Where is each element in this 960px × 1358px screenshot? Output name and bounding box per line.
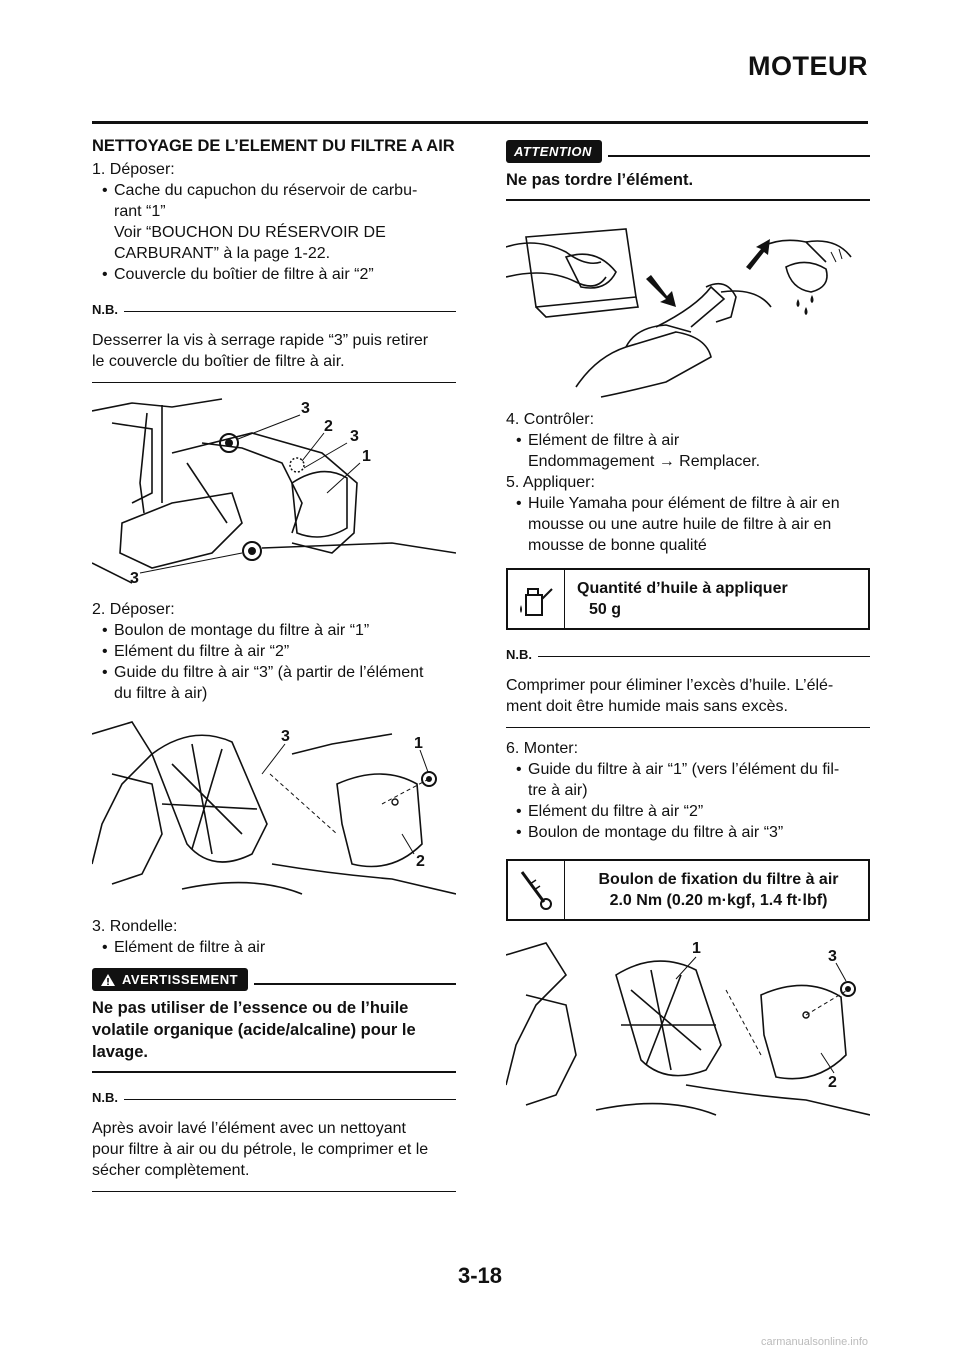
step-6-bullet-3: • Boulon de montage du filtre à air “3” bbox=[516, 824, 784, 841]
note-end-rule bbox=[92, 1191, 456, 1192]
warning-header: AVERTISSEMENT bbox=[92, 968, 456, 991]
right-column bbox=[506, 136, 870, 1137]
figure-element-washing bbox=[506, 207, 870, 403]
step-6-bullet-1: • Guide du filtre à air “1” (vers l’élément du fil- tre à air) bbox=[516, 761, 840, 799]
step-5: 5. Appliquer: bbox=[506, 474, 595, 491]
warning-triangle-icon bbox=[100, 973, 116, 987]
step-6: 6. Monter: bbox=[506, 740, 579, 757]
spec-value: 2.0 Nm (0.20 m·kgf, 1.4 ft·lbf) bbox=[609, 892, 828, 909]
spec-title: Boulon de fixation du filtre à air bbox=[598, 871, 839, 888]
cross-reference: Voir “BOUCHON DU RÉSERVOIR DE bbox=[114, 224, 386, 241]
figure-air-filter-installation bbox=[506, 935, 870, 1131]
left-column bbox=[92, 136, 456, 1202]
note-header: N.B. bbox=[92, 299, 456, 320]
note-end-rule bbox=[92, 382, 456, 383]
attention-end-rule bbox=[506, 199, 870, 201]
page-number: 3-18 bbox=[457, 1263, 503, 1288]
attention-text: Ne pas tordre l’élément. bbox=[506, 171, 694, 189]
spec-value: 50 g bbox=[589, 601, 622, 618]
oil-quantity-spec bbox=[506, 568, 870, 630]
attention-header: ATTENTION bbox=[506, 140, 870, 163]
step-1-bullet-2: • Couvercle du boîtier de filtre à air “2” bbox=[102, 266, 374, 283]
figure-air-filter-removal bbox=[92, 714, 456, 910]
step-2-bullet-2: • Elément du filtre à air “2” bbox=[102, 643, 290, 660]
step-2-bullet-1: • Boulon de montage du filtre à air “1” bbox=[102, 622, 370, 639]
warning-end-rule bbox=[92, 1071, 456, 1073]
figure-1-label: 3 bbox=[301, 400, 310, 417]
step-6-bullet-2: • Elément du filtre à air “2” bbox=[516, 803, 704, 820]
note-header: N.B. bbox=[506, 644, 870, 665]
step-5-bullet-1: • Huile Yamaha pour élément de filtre à air en mousse ou une autre huile de filtre à air en mousse de bonne qualité bbox=[516, 495, 840, 554]
step-2-bullet-3: • Guide du filtre à air “3” (à partir de l’élément du filtre à air) bbox=[102, 664, 424, 702]
figure-2-label: 2 bbox=[416, 853, 425, 870]
torque-spec bbox=[506, 859, 870, 921]
warning-text: Ne pas utiliser de l’essence ou de l’huile volatile organique (acide/alcaline) pour le lavage. bbox=[92, 999, 416, 1061]
step-4-bullet-1: • Elément de filtre à air Endommagement → Remplacer. bbox=[516, 432, 761, 470]
oil-can-icon bbox=[516, 579, 556, 619]
figure-3-label: 3 bbox=[828, 948, 837, 965]
note-text-2: Après avoir lavé l’élément avec un nettoyant pour filtre à air ou du pétrole, le comprimer et le sécher complètement. bbox=[92, 1120, 429, 1179]
figure-1-label: 1 bbox=[362, 448, 371, 465]
step-1-bullet-1: • Cache du capuchon du réservoir de carbu- rant “1” Voir “BOUCHON DU RÉSERVOIR DE CARBURANT” à la page 1-22. bbox=[102, 182, 418, 262]
note-end-rule bbox=[506, 727, 870, 728]
figure-1-label: 2 bbox=[324, 418, 333, 435]
figure-3-label: 2 bbox=[828, 1074, 837, 1091]
figure-2-label: 1 bbox=[414, 735, 423, 752]
footer-watermark: carmanualsonline.info bbox=[760, 1336, 868, 1348]
spec-title: Quantité d’huile à appliquer bbox=[577, 580, 788, 597]
figure-airbox-cover bbox=[92, 393, 456, 593]
step-3: 3. Rondelle: bbox=[92, 918, 178, 935]
figure-1-label: 3 bbox=[130, 570, 139, 587]
step-4: 4. Contrôler: bbox=[506, 411, 595, 428]
note-text-3: Comprimer pour éliminer l’excès d’huile. L’élé- ment doit être humide mais sans excès. bbox=[506, 677, 834, 715]
step-2: 2. Déposer: bbox=[92, 601, 175, 618]
header-divider bbox=[92, 121, 868, 124]
figure-2-label: 3 bbox=[281, 728, 290, 745]
step-3-bullet-1: • Elément de filtre à air bbox=[102, 939, 266, 956]
torque-wrench-icon bbox=[516, 868, 556, 912]
page-header-title: MOTEUR bbox=[748, 51, 868, 81]
note-header: N.B. bbox=[92, 1087, 456, 1108]
section-title: NETTOYAGE DE L’ELEMENT DU FILTRE A AIR bbox=[92, 137, 455, 155]
step-1: 1. Déposer: bbox=[92, 161, 175, 178]
note-text-1: Desserrer la vis à serrage rapide “3” puis retirer le couvercle du boîtier de filtre à air. bbox=[92, 332, 429, 370]
figure-1-label: 3 bbox=[350, 428, 359, 445]
figure-3-label: 1 bbox=[692, 940, 701, 957]
